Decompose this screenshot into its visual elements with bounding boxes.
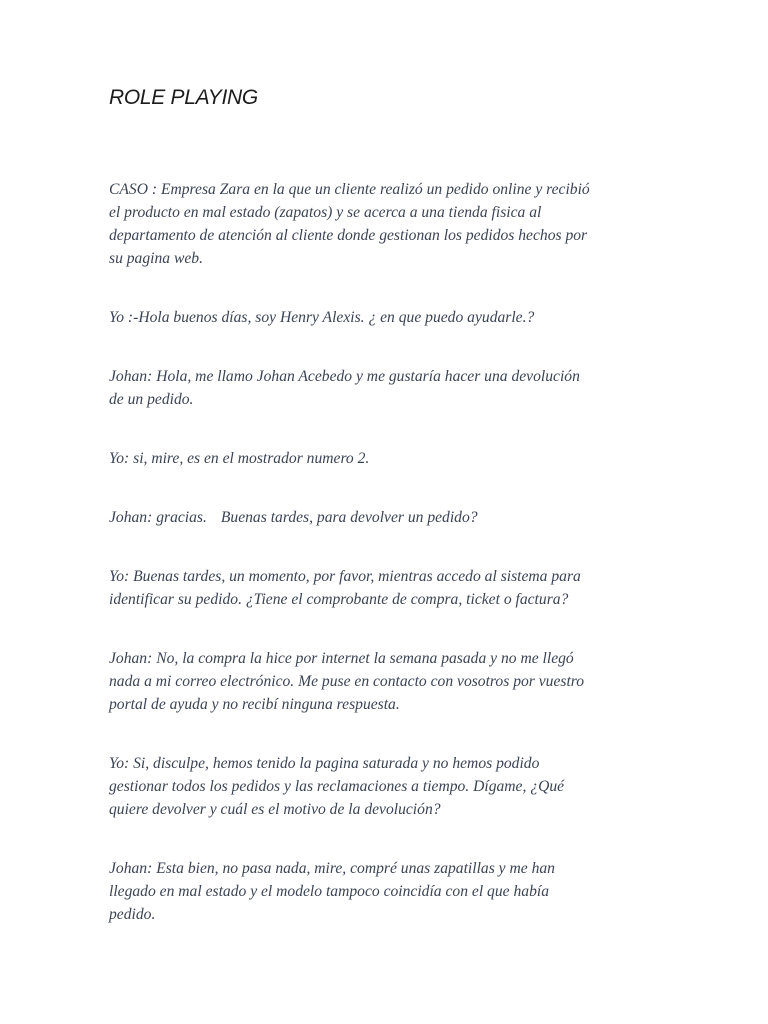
dialogue-paragraph [109, 565, 669, 611]
text-line: Johan: No, la compra la hice por internet la semana pasada y no me llegó [109, 650, 574, 667]
text-line: llegado en mal estado y el modelo tampoco coincidía con el que había [109, 883, 549, 900]
text-line: departamento de atención al cliente donde gestionan los pedidos hechos por [109, 227, 588, 244]
text-segment: Johan: gracias. [109, 509, 207, 526]
text-segment: Buenas tardes, para devolver un pedido? [220, 509, 478, 526]
dialogue-paragraph [109, 752, 669, 821]
dialogue-paragraph [109, 857, 669, 926]
text-line: su pagina web. [109, 250, 203, 267]
text-line: gestionar todos los pedidos y las reclamaciones a tiempo. Dígame, ¿Qué [109, 778, 565, 795]
dialogue-paragraph [109, 647, 669, 716]
text-line: Yo: si, mire, es en el mostrador numero 2. [109, 450, 370, 467]
text-line: el producto en mal estado (zapatos) y se acerca a una tienda fisica al [109, 204, 542, 221]
dialogue-paragraph [109, 447, 669, 470]
dialogue-paragraph [109, 365, 669, 411]
text-line: CASO : Empresa Zara en la que un cliente realizó un pedido online y recibió [109, 181, 590, 198]
text-line [109, 506, 669, 529]
text-line: Yo: Si, disculpe, hemos tenido la pagina saturada y no hemos podido [109, 755, 540, 772]
dialogue-paragraph [109, 506, 669, 529]
text-line: de un pedido. [109, 391, 194, 408]
document-body [109, 178, 669, 962]
text-line: pedido. [109, 906, 156, 923]
text-line: Johan: Hola, me llamo Johan Acebedo y me gustaría hacer una devolución [109, 368, 580, 385]
text-line: identificar su pedido. ¿Tiene el comprobante de compra, ticket o factura? [109, 591, 569, 608]
dialogue-paragraph [109, 306, 669, 329]
text-line: portal de ayuda y no recibí ninguna respuesta. [109, 696, 400, 713]
document-title: ROLE PLAYING [109, 86, 258, 109]
text-line: nada a mi correo electrónico. Me puse en contacto con vosotros por vuestro [109, 673, 585, 690]
text-line: Yo: Buenas tardes, un momento, por favor, mientras accedo al sistema para [109, 568, 581, 585]
text-line: Yo :-Hola buenos días, soy Henry Alexis. ¿ en que puedo ayudarle.? [109, 309, 535, 326]
text-line: quiere devolver y cuál es el motivo de la devolución? [109, 801, 441, 818]
text-line: Johan: Esta bien, no pasa nada, mire, compré unas zapatillas y me han [109, 860, 555, 877]
case-description-paragraph [109, 178, 669, 270]
